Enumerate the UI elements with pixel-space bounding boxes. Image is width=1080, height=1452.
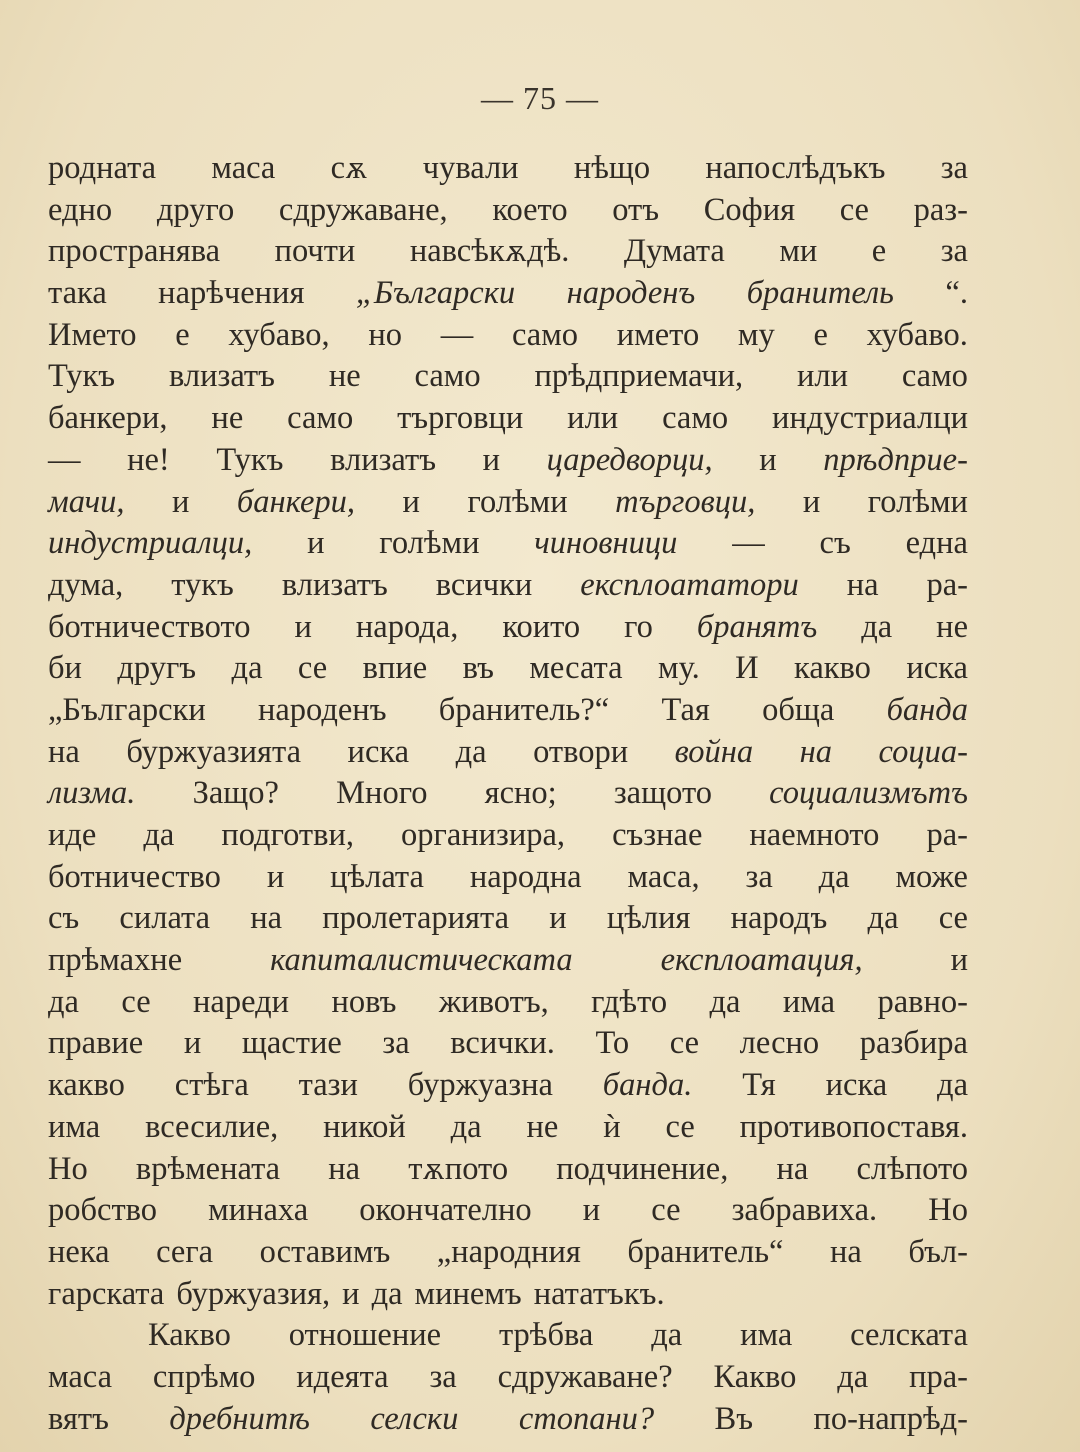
word: Думата (623, 233, 725, 270)
word: защото (613, 775, 712, 812)
word: или (567, 400, 619, 437)
word: организира, (400, 817, 566, 853)
italic-word: война (674, 733, 754, 770)
word: тази (298, 1067, 358, 1104)
word: слѣпото (856, 1150, 968, 1187)
word: иде (48, 817, 97, 853)
text-line (48, 356, 968, 398)
word: ми (779, 233, 818, 270)
text-line (48, 982, 968, 1024)
word: — (440, 316, 474, 353)
word: да (455, 733, 487, 770)
word: влизатъ (168, 358, 275, 395)
word: сѫ (330, 150, 368, 186)
word: има (48, 1108, 101, 1145)
word: правие (48, 1025, 144, 1062)
text-line (48, 898, 968, 940)
italic-word: лизма. (48, 775, 136, 812)
word: нека (48, 1233, 110, 1270)
word: трѣбва (498, 1317, 594, 1354)
word: Тая (661, 691, 710, 728)
word: за (940, 233, 968, 270)
word: забравиха. (731, 1192, 878, 1229)
body-text (48, 148, 968, 1440)
word: би (48, 650, 82, 687)
word: сдружаване? (497, 1358, 673, 1395)
word: да (709, 983, 741, 1020)
italic-word: банда (886, 691, 968, 728)
word: ботничеството (48, 608, 251, 645)
word: идеята (296, 1358, 389, 1395)
italic-word: народенъ (566, 275, 696, 312)
text-line (48, 1357, 968, 1399)
word: прѣмахне (48, 942, 183, 979)
word: врѣмената (135, 1150, 281, 1187)
word: индустриалци (772, 400, 968, 437)
word: иска (906, 650, 968, 687)
word: „Български (48, 691, 206, 728)
word: бранитель“ (627, 1233, 784, 1270)
word: гдѣто (591, 983, 668, 1020)
italic-word: банда. (602, 1067, 693, 1104)
word: му. (658, 650, 700, 687)
word: за (429, 1358, 457, 1395)
word: Защо? (192, 775, 279, 812)
word: се (297, 650, 328, 687)
word: обща (762, 691, 835, 728)
word: впие (362, 650, 428, 687)
word: които (502, 608, 581, 645)
word: дума, (48, 566, 124, 603)
word: само (662, 400, 729, 437)
word: Тя (742, 1067, 776, 1104)
italic-word: чиновници (534, 525, 678, 562)
word: Много (336, 775, 428, 812)
word: навсѣкѫдѣ. (409, 233, 570, 270)
word: силата (119, 900, 211, 937)
word: вятъ (48, 1400, 109, 1437)
italic-word: стопани? (518, 1400, 655, 1437)
word: Тукъ (48, 358, 116, 395)
word: буржуазия, (176, 1275, 331, 1312)
word: съ (48, 900, 80, 937)
word: е (871, 233, 887, 270)
word: противопоставя. (739, 1108, 968, 1145)
italic-word: „Български (355, 275, 516, 312)
italic-word: царедворци, (546, 441, 713, 478)
word: така (48, 275, 107, 312)
word: напослѣдъкъ (705, 150, 886, 186)
word: ра- (926, 817, 968, 853)
word: едно (48, 191, 113, 228)
word: селската (850, 1317, 968, 1354)
word: и (402, 483, 420, 520)
text-line (48, 1399, 968, 1441)
word: иска (347, 733, 410, 770)
word: влизатъ (281, 566, 388, 603)
word: да (231, 650, 263, 687)
word: влизатъ (330, 441, 437, 478)
text-line (48, 565, 968, 607)
word: ра- (926, 566, 968, 603)
word: ясно; (484, 775, 557, 812)
word: Но (928, 1192, 968, 1229)
word: за (745, 858, 773, 895)
word: робство (48, 1192, 158, 1229)
word: маса, (627, 858, 700, 895)
word: на (776, 1150, 809, 1187)
italic-word: бранятъ (696, 608, 818, 645)
word: се (839, 191, 869, 228)
word: да (450, 1108, 482, 1145)
word: и (342, 1275, 360, 1312)
italic-word: селски (370, 1400, 459, 1437)
word: да (143, 817, 175, 853)
word: което (492, 191, 568, 228)
word: по-напрѣд- (813, 1400, 968, 1437)
text-line (48, 690, 968, 732)
word: търговци (397, 400, 524, 437)
word: бранитель?“ (438, 691, 610, 728)
text-line (48, 315, 968, 357)
word: банкери, (48, 400, 168, 437)
word: отношение (288, 1317, 442, 1354)
italic-word: капиталистическата (270, 942, 573, 979)
word: само (901, 358, 968, 395)
word: само (287, 400, 354, 437)
italic-word: прѣдприе- (823, 441, 968, 478)
word: да (48, 983, 79, 1020)
word: Въ (714, 1400, 754, 1437)
word: му (737, 316, 775, 353)
word: нѣщо (573, 150, 651, 186)
word: Какво (148, 1317, 231, 1354)
word: не (328, 358, 361, 395)
word: прѣдприемачи, (534, 358, 744, 395)
word: има (740, 1317, 793, 1354)
word: е (175, 316, 190, 353)
word: народна (469, 858, 582, 895)
word: всички (435, 566, 533, 603)
text-line (48, 190, 968, 232)
word: народъ (730, 900, 828, 937)
word: родната (48, 150, 157, 186)
text-line (48, 273, 968, 315)
word: буржуазията (126, 733, 302, 770)
word: само (511, 316, 579, 353)
word: за (940, 150, 968, 186)
word: тѫпото (408, 1150, 509, 1187)
word: не (211, 400, 244, 437)
word: голѣми (379, 525, 480, 562)
italic-word: банкери, (236, 483, 356, 520)
word: нарѣчения (158, 275, 305, 312)
italic-word: експлоататори (580, 566, 799, 603)
word: хубаво. (866, 316, 968, 353)
word: гарската (48, 1275, 165, 1312)
word: никой (323, 1108, 406, 1145)
word: И (735, 650, 759, 687)
italic-word: търговци, (615, 483, 756, 520)
word: да (867, 900, 899, 937)
italic-word: индустриалци, (48, 525, 253, 562)
word: „народния (436, 1233, 581, 1270)
text-line (48, 398, 968, 440)
word: подчинение, (556, 1150, 729, 1187)
word: лесно (739, 1025, 820, 1062)
word: и (802, 483, 821, 520)
italic-word: дребнитѣ (169, 1400, 310, 1437)
text-line (48, 1190, 968, 1232)
word: маса (211, 150, 276, 186)
word: се (665, 1108, 695, 1145)
word: е (813, 316, 828, 353)
word: оставимъ (259, 1233, 391, 1270)
word: на (328, 1150, 361, 1187)
italic-word: социализмътъ (769, 775, 968, 812)
word: пра- (909, 1358, 968, 1395)
word: всички. (450, 1025, 555, 1062)
word: на (48, 733, 80, 770)
word: и (950, 942, 968, 979)
word: почти (274, 233, 356, 270)
word: София (703, 191, 796, 228)
text-line (48, 148, 968, 190)
text-line (48, 607, 968, 649)
word: новъ (331, 983, 397, 1020)
word: отъ (612, 191, 660, 228)
text-line (48, 1107, 968, 1149)
word: и (266, 858, 285, 895)
word: иска (825, 1067, 888, 1104)
text-line (48, 940, 968, 982)
word: голѣми (467, 483, 568, 520)
word: се (669, 1025, 700, 1062)
text-line (48, 231, 968, 273)
word: да (651, 1317, 683, 1354)
word: народа, (355, 608, 459, 645)
word: сега (156, 1233, 214, 1270)
word: какво (48, 1067, 125, 1104)
word: месата (529, 650, 623, 687)
word: и (759, 441, 777, 478)
italic-word: експлоатация, (660, 942, 863, 979)
word: народенъ (257, 691, 387, 728)
word: и (582, 1192, 601, 1229)
text-line (48, 857, 968, 899)
word: и (482, 441, 501, 478)
text-line (48, 773, 968, 815)
word: въ (462, 650, 494, 687)
text-line (48, 1315, 968, 1357)
text-line (48, 1149, 968, 1191)
word: какво (794, 650, 871, 687)
word: равно- (877, 983, 968, 1020)
text-line (48, 482, 968, 524)
word: щастие (241, 1025, 342, 1062)
word: бъл- (908, 1233, 968, 1270)
word: То (595, 1025, 630, 1062)
word: може (895, 858, 968, 895)
word: или (796, 358, 848, 395)
word: Но (48, 1150, 88, 1187)
word: да (937, 1067, 968, 1104)
word: само (414, 358, 481, 395)
word: на (250, 900, 283, 937)
word: за (382, 1025, 410, 1062)
text-line (48, 815, 968, 857)
word: чували (422, 150, 519, 186)
word: една (905, 525, 968, 562)
text-line (48, 523, 968, 565)
word: друго (156, 191, 235, 228)
word: се (938, 900, 968, 937)
word: Името (48, 316, 137, 353)
word: има (782, 983, 836, 1020)
word: стѣга (174, 1067, 249, 1104)
word: се (651, 1192, 681, 1229)
word: минаха (208, 1192, 309, 1229)
text-line (48, 1232, 968, 1274)
word: — (48, 441, 81, 478)
word: “. (945, 275, 968, 312)
word: раз- (913, 191, 968, 228)
word: буржуазна (407, 1067, 553, 1104)
text-line (48, 732, 968, 774)
word: окончателно (359, 1192, 532, 1229)
word: на (830, 1233, 862, 1270)
text-line (48, 1274, 968, 1316)
word: голѣми (867, 483, 968, 520)
word: животъ, (438, 983, 549, 1020)
word: и (307, 525, 325, 562)
word: минемъ (414, 1275, 522, 1312)
word: ѝ (603, 1108, 621, 1145)
word: не (526, 1108, 559, 1145)
word: цѣлия (606, 900, 691, 937)
word: името (616, 316, 700, 353)
word: цѣлата (330, 858, 424, 895)
word: спрѣмо (152, 1358, 256, 1395)
word: маса (48, 1358, 113, 1395)
word: да (818, 858, 850, 895)
word: — (732, 525, 765, 562)
word: наемното (749, 817, 880, 853)
word: тукъ (171, 566, 234, 603)
word: хубаво, (228, 316, 330, 353)
word: разбира (859, 1025, 968, 1062)
word: Какво (713, 1358, 797, 1395)
word: го (624, 608, 653, 645)
word: и (183, 1025, 202, 1062)
word: подготви, (221, 817, 354, 853)
italic-word: на (799, 733, 833, 770)
word: сдружаване, (278, 191, 448, 228)
word: другъ (117, 650, 197, 687)
word: да (861, 608, 893, 645)
text-line (48, 648, 968, 690)
word: пролетарията (322, 900, 510, 937)
page-number: — 75 — (481, 80, 599, 116)
text-line (48, 1023, 968, 1065)
word: на (846, 566, 879, 603)
word: отвори (533, 733, 629, 770)
word: се (121, 983, 151, 1020)
word: Тукъ (216, 441, 284, 478)
word: и (294, 608, 312, 645)
word: да (371, 1275, 403, 1312)
word: не (936, 608, 968, 645)
word: нареди (193, 983, 290, 1020)
word: но (368, 316, 403, 353)
word: пространява (48, 233, 221, 270)
word: съ (819, 525, 851, 562)
word: ботничество (48, 858, 221, 895)
word: не! (127, 441, 170, 478)
text-line (48, 440, 968, 482)
italic-word: бранитель (746, 275, 894, 312)
word: съзнае (612, 817, 703, 853)
word: и (549, 900, 567, 937)
word: да (837, 1358, 869, 1395)
italic-word: социа- (878, 733, 968, 770)
word: и (171, 483, 190, 520)
word: всесилие, (145, 1108, 279, 1145)
word: нататъкъ. (533, 1275, 665, 1312)
text-line (48, 1065, 968, 1107)
italic-word: мачи, (48, 483, 125, 520)
